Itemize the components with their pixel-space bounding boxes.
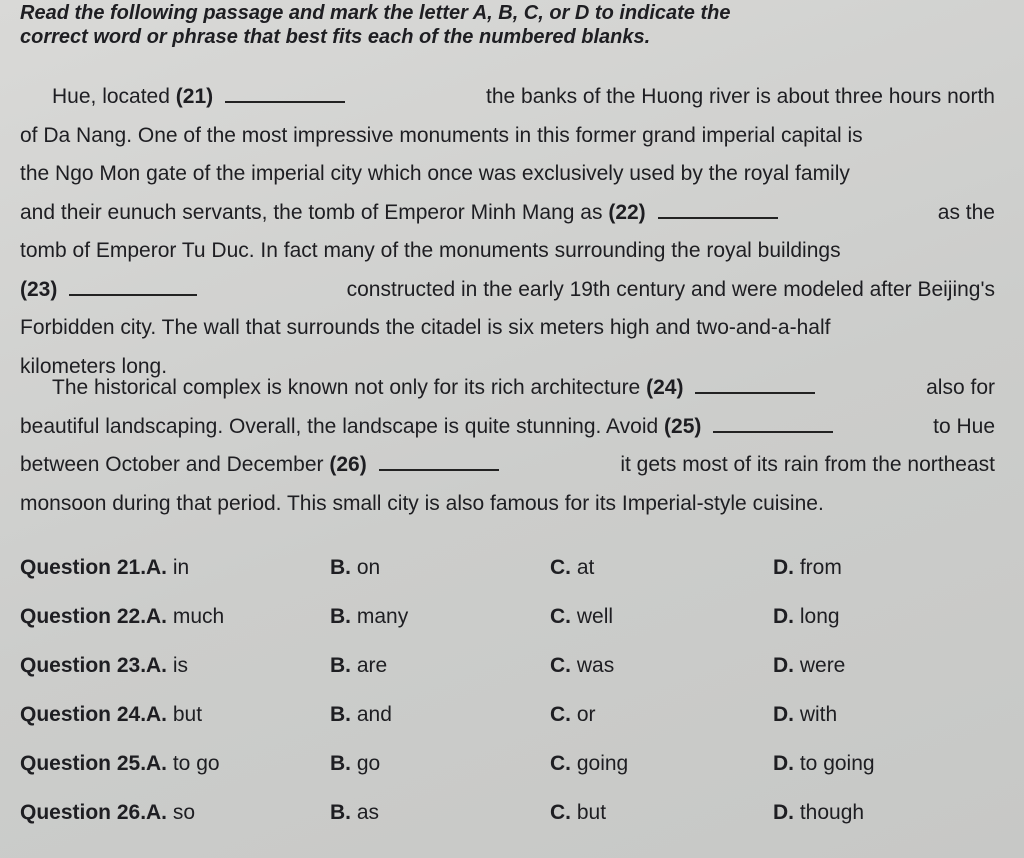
option-a[interactable] xyxy=(146,703,202,727)
option-letter: C. xyxy=(550,654,571,677)
option-text: as xyxy=(356,801,380,824)
option-d[interactable] xyxy=(773,556,842,580)
option-text: well xyxy=(576,605,614,628)
question-label: Question 22. xyxy=(20,605,147,628)
line-left xyxy=(52,78,351,117)
option-letter: C. xyxy=(550,752,571,775)
answer-blank[interactable] xyxy=(695,378,815,394)
option-letter: C. xyxy=(550,703,571,726)
passage-line xyxy=(20,271,995,310)
passage-paragraph-1 xyxy=(20,78,995,386)
question-row xyxy=(20,597,1000,646)
passage-line xyxy=(20,485,995,524)
option-letter: D. xyxy=(773,654,794,677)
line-left xyxy=(20,309,830,348)
question-row xyxy=(20,793,1000,842)
question-row xyxy=(20,695,1000,744)
option-b[interactable] xyxy=(330,556,380,580)
option-d[interactable] xyxy=(773,752,875,776)
line-left xyxy=(20,232,841,271)
line-left xyxy=(20,155,850,194)
option-letter: C. xyxy=(550,556,571,579)
answer-blank[interactable] xyxy=(69,280,197,296)
question-label: Question 21. xyxy=(20,556,147,579)
option-text: to go xyxy=(172,752,220,775)
option-text: on xyxy=(356,556,381,579)
question-row xyxy=(20,646,1000,695)
line-left xyxy=(20,446,505,485)
passage-text: constructed in the early 19th century and were modeled after Beijing's xyxy=(346,277,995,301)
instruction-line-2: correct word or phrase that best fits each of the numbered blanks. xyxy=(20,26,651,48)
option-letter: D. xyxy=(773,801,794,824)
passage-text: the Ngo Mon gate of the imperial city which once was exclusively used by the royal family xyxy=(20,162,850,185)
passage-line xyxy=(20,155,995,194)
passage-text: also for xyxy=(926,376,995,399)
option-text: with xyxy=(799,703,838,726)
option-a[interactable] xyxy=(146,605,224,629)
option-text: in xyxy=(172,556,190,579)
option-text: so xyxy=(172,801,196,824)
instruction-line-1: Read the following passage and mark the letter A, B, C, or D to indicate the xyxy=(20,2,731,24)
option-letter: B. xyxy=(330,752,351,775)
passage-text: and their eunuch servants, the tomb of Emperor Minh Mang as xyxy=(20,200,603,224)
passage-text: kilometers long. xyxy=(20,354,168,378)
option-b[interactable] xyxy=(330,703,392,727)
option-text: much xyxy=(172,605,225,628)
passage-text: to Hue xyxy=(933,414,995,438)
option-b[interactable] xyxy=(330,801,379,825)
blank-number: (25) xyxy=(664,414,702,438)
line-left xyxy=(20,271,203,310)
passage-text: tomb of Emperor Tu Duc. In fact many of the monuments surrounding the royal buildings xyxy=(20,239,841,262)
passage-text: of Da Nang. One of the most impressive monuments in this former grand imperial capital is xyxy=(20,123,863,147)
option-letter: A. xyxy=(146,654,167,677)
option-letter: C. xyxy=(550,605,571,628)
option-c[interactable] xyxy=(550,752,628,776)
answer-blank[interactable] xyxy=(225,87,345,103)
blank-number: (24) xyxy=(646,376,684,399)
line-left xyxy=(52,369,821,408)
option-d[interactable] xyxy=(773,605,840,629)
option-text: but xyxy=(172,703,203,726)
option-c[interactable] xyxy=(550,654,614,678)
option-letter: A. xyxy=(146,703,167,726)
option-text: or xyxy=(576,703,596,726)
option-text: at xyxy=(576,556,595,579)
passage-line xyxy=(20,78,995,117)
option-letter: B. xyxy=(330,654,351,677)
question-label: Question 25. xyxy=(20,752,147,775)
option-text: were xyxy=(799,654,846,677)
line-left xyxy=(20,194,784,233)
option-text: going xyxy=(576,752,629,775)
passage-paragraph-2 xyxy=(20,369,995,523)
option-letter: D. xyxy=(773,703,794,726)
option-letter: B. xyxy=(330,801,351,824)
option-text: from xyxy=(799,556,842,579)
option-text: but xyxy=(576,801,607,824)
option-b[interactable] xyxy=(330,752,380,776)
option-letter: D. xyxy=(773,605,794,628)
passage-line xyxy=(20,446,995,485)
option-letter: B. xyxy=(330,556,351,579)
passage-line xyxy=(20,194,995,233)
passage-text: The historical complex is known not only for its rich architecture xyxy=(52,376,641,399)
line-left xyxy=(20,485,824,524)
option-a[interactable] xyxy=(146,752,220,776)
blank-number: (22) xyxy=(608,200,646,224)
question-label: Question 24. xyxy=(20,703,147,726)
option-c[interactable] xyxy=(550,801,606,825)
passage-line xyxy=(20,117,995,156)
option-letter: D. xyxy=(773,556,794,579)
option-letter: A. xyxy=(146,556,167,579)
passage-line xyxy=(20,408,995,447)
question-row xyxy=(20,744,1000,793)
option-text: was xyxy=(576,654,615,677)
line-left xyxy=(20,408,839,447)
passage-text: Hue, located xyxy=(52,85,170,108)
passage-text: beautiful landscaping. Overall, the landscape is quite stunning. Avoid xyxy=(20,414,659,438)
question-row xyxy=(20,548,1000,597)
passage-line xyxy=(20,232,995,271)
option-c[interactable] xyxy=(550,605,613,629)
option-text: to going xyxy=(799,752,875,775)
answer-blank[interactable] xyxy=(379,455,499,471)
option-text: though xyxy=(799,801,865,824)
option-text: and xyxy=(356,703,392,726)
option-letter: D. xyxy=(773,752,794,775)
option-text: long xyxy=(799,605,840,628)
question-label: Question 26. xyxy=(20,801,147,824)
option-text: are xyxy=(356,654,388,677)
option-a[interactable] xyxy=(146,801,195,825)
option-letter: C. xyxy=(550,801,571,824)
line-left xyxy=(20,117,863,156)
question-label: Question 23. xyxy=(20,654,147,677)
option-b[interactable] xyxy=(330,654,387,678)
option-a[interactable] xyxy=(146,654,188,678)
passage-text: as the xyxy=(937,200,995,224)
blank-number: (21) xyxy=(175,85,214,108)
passage-text: between October and December xyxy=(20,453,324,476)
option-letter: A. xyxy=(146,605,167,628)
passage-line xyxy=(20,369,995,408)
option-text: go xyxy=(356,752,381,775)
option-d[interactable] xyxy=(773,703,837,727)
option-text: many xyxy=(356,605,409,628)
option-a[interactable] xyxy=(146,556,189,580)
blank-number: (23) xyxy=(20,277,58,301)
passage-line xyxy=(20,309,995,348)
option-c[interactable] xyxy=(550,556,594,580)
passage-text: the banks of the Huong river is about three hours north xyxy=(486,85,995,108)
option-text: is xyxy=(172,654,189,677)
passage-text: monsoon during that period. This small city is also famous for its Imperial-style cuisine. xyxy=(20,491,824,515)
option-letter: A. xyxy=(146,801,167,824)
option-d[interactable] xyxy=(773,801,864,825)
option-letter: A. xyxy=(146,752,167,775)
option-letter: B. xyxy=(330,703,351,726)
blank-number: (26) xyxy=(329,453,367,476)
answer-blank[interactable] xyxy=(713,417,833,433)
answer-blank[interactable] xyxy=(658,203,778,219)
passage-text: Forbidden city. The wall that surrounds the citadel is six meters high and two-and-a-half xyxy=(20,316,831,339)
option-d[interactable] xyxy=(773,654,845,678)
passage-text: it gets most of its rain from the northeast xyxy=(620,453,995,476)
option-c[interactable] xyxy=(550,703,596,727)
question-list xyxy=(20,548,1000,842)
option-b[interactable] xyxy=(330,605,408,629)
option-letter: B. xyxy=(330,605,351,628)
